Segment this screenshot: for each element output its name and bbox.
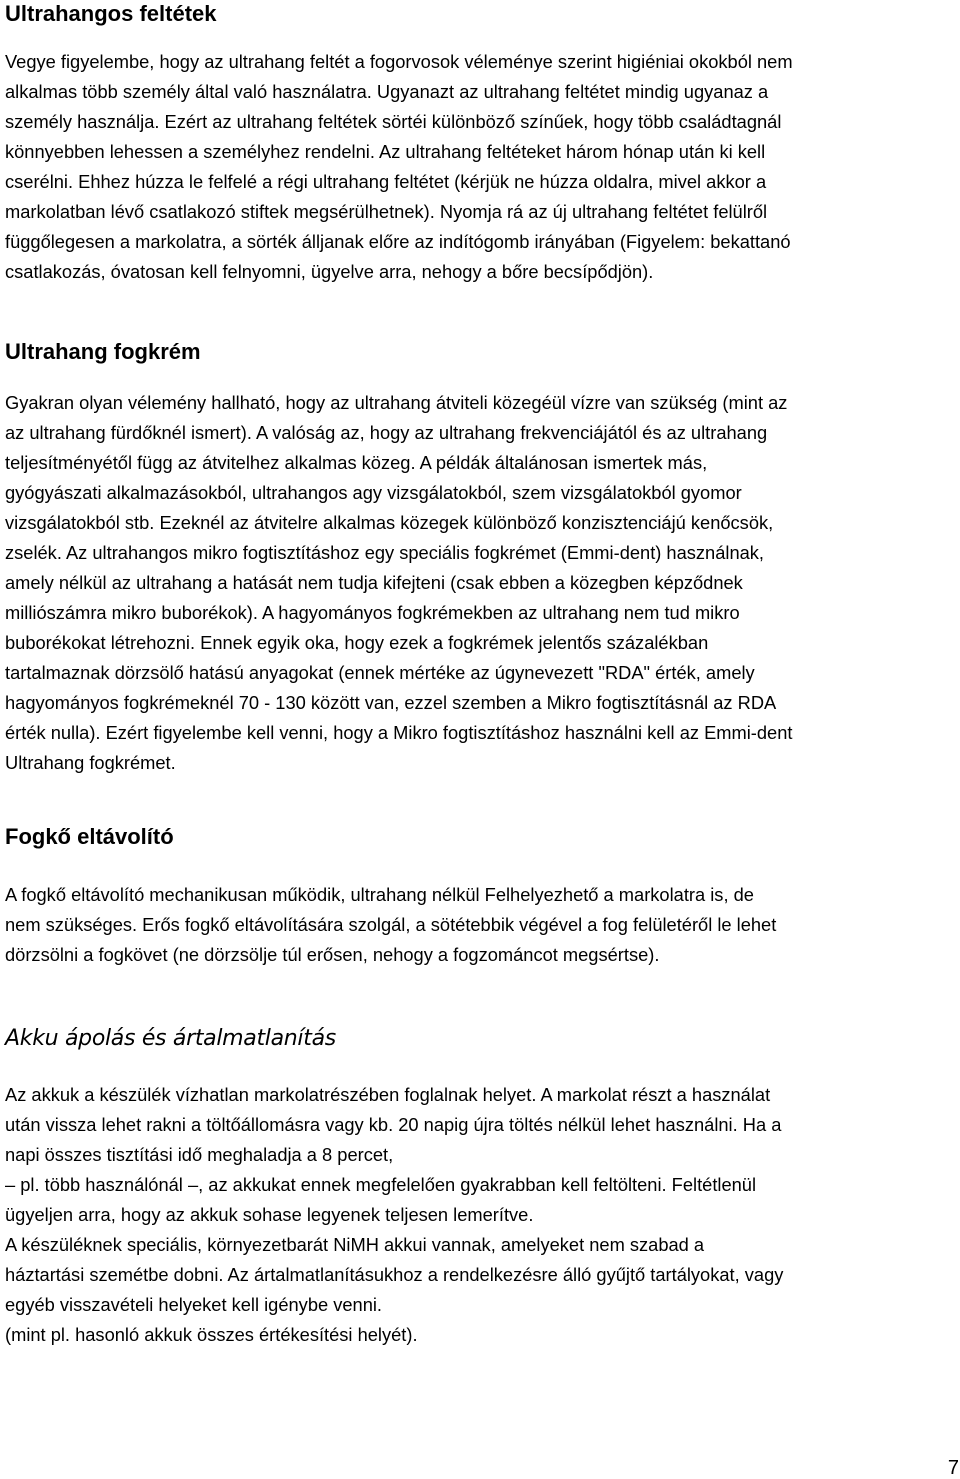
page-number: 7	[947, 1457, 959, 1479]
text-line: könnyebben lehessen a személyhez rendelni. Az ultrahang feltéteket három hónap után ki kell	[5, 141, 766, 162]
text-line: csatlakozás, óvatosan kell felnyomni, ügyelve arra, nehogy a bőre becsípődjön).	[5, 261, 654, 282]
text-line: érték nulla). Ezért figyelembe kell venni, hogy a Mikro fogtisztításhoz használni kell az Emmi-dent	[5, 722, 793, 743]
text-line: ügyeljen arra, hogy az akkuk sohase legyenek teljesen lemerítve.	[5, 1204, 534, 1225]
text-line: nem szükséges. Erős fogkő eltávolítására szolgál, a sötétebbik végével a fog felületéről le lehet	[5, 914, 777, 935]
text-line: függőlegesen a markolatra, a sörték álljanak előre az indítógomb irányában (Figyelem: bekattanó	[5, 231, 791, 252]
text-line: alkalmas több személy által való használatra. Ugyanazt az ultrahang feltétet mindig ugyanaz a	[5, 81, 769, 102]
text-line: után vissza lehet rakni a töltőállomásra vagy kb. 20 napig újra töltés nélkül lehet használni. Ha a	[5, 1114, 782, 1135]
text-line: dörzsölni a fogkövet (ne dörzsölje túl erősen, nehogy a fogzománcot megsértse).	[5, 944, 660, 965]
text-line: Gyakran olyan vélemény hallható, hogy az ultrahang átviteli közegéül vízre van szükség (mint az	[5, 392, 788, 413]
text-line: hagyományos fogkrémeknél 70 - 130 között van, ezzel szemben a Mikro fogtisztításnál az RDA	[5, 692, 777, 713]
text-line: markolatban lévő csatlakozó stiftek megsérülhetnek). Nyomja rá az új ultrahang feltétet felülről	[5, 201, 768, 222]
paragraph-akku-apolas	[5, 1080, 783, 1350]
text-line: Vegye figyelembe, hogy az ultrahang feltét a fogorvosok véleménye szerint higiéniai okokból nem	[5, 51, 793, 72]
section-heading-ultrahang-fogkrem: Ultrahang fogkrém	[5, 339, 201, 364]
text-line: teljesítményétől függ az átvitelhez alkalmas közeg. A példák általánosan ismertek más,	[5, 452, 708, 473]
text-line: – pl. több használónál –, az akkukat ennek megfelelően gyakrabban kell feltölteni. Feltétlenül	[5, 1174, 757, 1195]
text-line: cserélni. Ehhez húzza le felfelé a régi ultrahang feltétet (kérjük ne húzza oldalra, mivel akkor a	[5, 171, 767, 192]
text-line: Ultrahang fogkrémet.	[5, 752, 176, 773]
text-line: vizsgálatokból stb. Ezeknél az átvitelre alkalmas közegek különböző konzisztenciájú kenőcsök,	[5, 512, 774, 533]
text-line: A fogkő eltávolító mechanikusan működik, ultrahang nélkül Felhelyezhető a markolatra is, de	[5, 884, 754, 905]
paragraph-fogko-eltavolito	[5, 880, 776, 970]
section-heading-akku-apolas: Akku ápolás és ártalmatlanítás	[5, 1026, 336, 1051]
text-line: A készüléknek speciális, környezetbarát NiMH akkui vannak, amelyeket nem szabad a	[5, 1234, 705, 1255]
text-line: háztartási szemétbe dobni. Az ártalmatlanításukhoz a rendelkezésre álló gyűjtő tartályokat, vagy	[5, 1264, 784, 1285]
text-line: tartalmaznak dörzsölő hatású anyagokat (ennek mértéke az úgynevezett "RDA" érték, amely	[5, 662, 755, 683]
text-line: személy használja. Ezért az ultrahang feltétek sörtéi különböző színűek, hogy több családtagnál	[5, 111, 782, 132]
text-line: buborékokat létrehozni. Ennek egyik oka, hogy ezek a fogkrémek jelentős százalékban	[5, 632, 709, 653]
text-line: Az akkuk a készülék vízhatlan markolatrészében foglalnak helyet. A markolat részt a használat	[5, 1084, 771, 1105]
text-line: zselék. Az ultrahangos mikro fogtisztításhoz egy speciális fogkrémet (Emmi-dent) használnak,	[5, 542, 765, 563]
text-line: egyéb visszavételi helyeket kell igénybe venni.	[5, 1294, 383, 1315]
section-heading-fogko-eltavolito: Fogkő eltávolító	[5, 824, 174, 849]
text-line: gyógyászati alkalmazásokból, ultrahangos agy vizsgálatokból, szem vizsgálatokból gyomor	[5, 482, 742, 503]
section-heading-ultrahangos-feltetek: Ultrahangos feltétek	[5, 1, 217, 26]
text-line: amely nélkül az ultrahang a hatását nem tudja kifejteni (csak ebben a közegben képződnek	[5, 572, 743, 593]
paragraph-ultrahang-fogkrem	[5, 388, 792, 778]
text-line: milliószámra mikro buborékok). A hagyományos fogkrémekben az ultrahang nem tud mikro	[5, 602, 740, 623]
text-line: (mint pl. hasonló akkuk összes értékesítési helyét).	[5, 1324, 418, 1345]
text-line: napi összes tisztítási idő meghaladja a 8 percet,	[5, 1144, 394, 1165]
paragraph-ultrahangos-feltetek	[5, 47, 793, 287]
text-line: az ultrahang fürdőknél ismert). A valóság az, hogy az ultrahang frekvenciájától és az ultrahang	[5, 422, 768, 443]
